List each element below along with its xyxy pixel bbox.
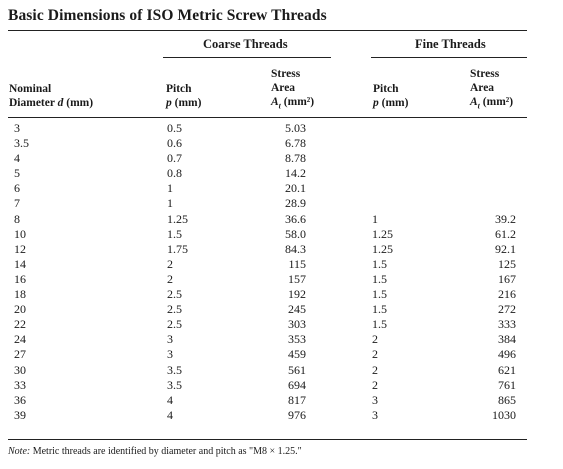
- nominal-diameter-cell: 3.5: [14, 136, 29, 151]
- nominal-diameter-cell: 33: [14, 377, 26, 392]
- nominal-diameter-cell: 10: [14, 226, 26, 241]
- fine-stress-area-cell: 761: [498, 377, 516, 392]
- coarse-pitch-cell: 2: [167, 271, 173, 286]
- coarse-pitch-cell: 1: [167, 196, 173, 211]
- nominal-diameter-cell: 14: [14, 256, 26, 271]
- coarse-pitch-cell: 1.75: [167, 241, 188, 256]
- fine-pitch-cell: 3: [372, 392, 378, 407]
- fine-area-header-line2: Area: [470, 82, 495, 94]
- table-row: [0, 151, 563, 166]
- coarse-pitch-header: [166, 82, 201, 110]
- coarse-pitch-cell: 1.25: [167, 211, 188, 226]
- coarse-stress-area-cell: 8.78: [285, 151, 306, 166]
- fine-area-variable: A: [470, 96, 478, 108]
- nominal-diameter-cell: 16: [14, 271, 26, 286]
- coarse-area-subscript: t: [278, 101, 281, 111]
- table-row: [0, 212, 563, 227]
- nominal-header-unit: (mm): [63, 97, 94, 109]
- thread-dimensions-table: [0, 121, 563, 423]
- nominal-diameter-cell: 6: [14, 181, 20, 196]
- table-row: [0, 347, 563, 362]
- table-row: [0, 136, 563, 151]
- fine-pitch-header: [373, 82, 408, 110]
- fine-threads-heading: Fine Threads: [415, 37, 486, 51]
- fine-stress-area-cell: 621: [498, 362, 516, 377]
- fine-stress-area-cell: 125: [498, 256, 516, 271]
- coarse-area-variable: A: [271, 96, 279, 108]
- coarse-pitch-cell: 4: [167, 392, 173, 407]
- fine-stress-area-cell: 39.2: [495, 211, 516, 226]
- fine-stress-area-cell: 92.1: [495, 241, 516, 256]
- coarse-pitch-unit: (mm): [171, 97, 202, 109]
- fine-pitch-cell: 3: [372, 407, 378, 422]
- nominal-header-prefix: Diameter: [9, 97, 58, 109]
- nominal-header-line2: [9, 96, 93, 110]
- coarse-stress-area-cell: 976: [288, 407, 306, 422]
- nominal-diameter-cell: 30: [14, 362, 26, 377]
- fine-pitch-header-line1: Pitch: [373, 83, 399, 95]
- nominal-diameter-cell: 20: [14, 302, 26, 317]
- table-row: [0, 257, 563, 272]
- nominal-diameter-cell: 5: [14, 166, 20, 181]
- coarse-pitch-cell: 2.5: [167, 287, 182, 302]
- coarse-stress-area-cell: 6.78: [285, 136, 306, 151]
- fine-stress-area-cell: 865: [498, 392, 516, 407]
- coarse-area-unit: (mm²): [280, 96, 315, 108]
- coarse-stress-area-cell: 459: [288, 347, 306, 362]
- table-row: [0, 181, 563, 196]
- nominal-diameter-cell: 7: [14, 196, 20, 211]
- nominal-diameter-cell: 12: [14, 241, 26, 256]
- coarse-stress-area-cell: 84.3: [285, 241, 306, 256]
- fine-pitch-cell: 1.5: [372, 256, 387, 271]
- nominal-diameter-cell: 4: [14, 151, 20, 166]
- fine-stress-area-cell: 333: [498, 317, 516, 332]
- table-row: [0, 378, 563, 393]
- table-row: [0, 166, 563, 181]
- fine-pitch-cell: 1.5: [372, 287, 387, 302]
- coarse-group-rule: [163, 57, 331, 58]
- fine-pitch-cell: 1.25: [372, 226, 393, 241]
- coarse-stress-area-cell: 5.03: [285, 121, 306, 135]
- table-row: [0, 363, 563, 378]
- coarse-area-header-line1: Stress: [271, 68, 301, 80]
- coarse-stress-area-cell: 14.2: [285, 166, 306, 181]
- table-row: [0, 302, 563, 317]
- coarse-area-header-line3: [271, 95, 314, 113]
- fine-group-rule: [371, 57, 527, 58]
- coarse-stress-area-cell: 694: [288, 377, 306, 392]
- top-rule: [8, 30, 527, 31]
- nominal-diameter-cell: 18: [14, 287, 26, 302]
- coarse-pitch-cell: 3: [167, 332, 173, 347]
- nominal-diameter-cell: 27: [14, 347, 26, 362]
- coarse-stress-area-cell: 20.1: [285, 181, 306, 196]
- coarse-stress-area-cell: 157: [288, 271, 306, 286]
- fine-pitch-cell: 1.5: [372, 271, 387, 286]
- coarse-pitch-cell: 1.5: [167, 226, 182, 241]
- fine-pitch-unit: (mm): [378, 97, 409, 109]
- nominal-header-line1: Nominal: [9, 83, 52, 95]
- fine-pitch-variable: p: [373, 97, 379, 109]
- table-row: [0, 287, 563, 302]
- coarse-stress-area-cell: 561: [288, 362, 306, 377]
- coarse-pitch-cell: 2: [167, 256, 173, 271]
- coarse-pitch-cell: 3.5: [167, 362, 182, 377]
- fine-pitch-header-line2: [373, 96, 408, 110]
- fine-stress-area-cell: 216: [498, 287, 516, 302]
- table-row: [0, 393, 563, 408]
- nominal-diameter-header: [9, 82, 93, 110]
- coarse-threads-heading: Coarse Threads: [203, 37, 288, 51]
- coarse-stress-area-cell: 303: [288, 317, 306, 332]
- coarse-pitch-cell: 2.5: [167, 317, 182, 332]
- coarse-pitch-cell: 3: [167, 347, 173, 362]
- fine-pitch-cell: 1.5: [372, 302, 387, 317]
- coarse-pitch-cell: 2.5: [167, 302, 182, 317]
- coarse-stress-area-cell: 192: [288, 287, 306, 302]
- fine-pitch-cell: 1.5: [372, 317, 387, 332]
- nominal-diameter-cell: 24: [14, 332, 26, 347]
- fine-pitch-cell: 2: [372, 347, 378, 362]
- fine-area-subscript: t: [477, 101, 480, 111]
- nominal-diameter-cell: 39: [14, 407, 26, 422]
- nominal-diameter-cell: 8: [14, 211, 20, 226]
- coarse-pitch-header-line1: Pitch: [166, 83, 192, 95]
- table-row: [0, 242, 563, 257]
- fine-area-unit: (mm²): [479, 96, 514, 108]
- fine-stress-area-cell: 61.2: [495, 226, 516, 241]
- nominal-diameter-cell: 22: [14, 317, 26, 332]
- fine-pitch-cell: 2: [372, 362, 378, 377]
- table-row: [0, 317, 563, 332]
- fine-area-header-line3: [470, 95, 513, 113]
- coarse-pitch-cell: 4: [167, 407, 173, 422]
- coarse-stress-area-cell: 28.9: [285, 196, 306, 211]
- coarse-area-header-line2: Area: [271, 82, 296, 94]
- table-row: [0, 332, 563, 347]
- nominal-diameter-cell: 3: [14, 121, 20, 135]
- note-text: Metric threads are identified by diameter and pitch as "M8 × 1.25.": [30, 446, 302, 457]
- coarse-stress-area-cell: 353: [288, 332, 306, 347]
- coarse-pitch-cell: 3.5: [167, 377, 182, 392]
- coarse-stress-area-cell: 245: [288, 302, 306, 317]
- fine-area-header-line1: Stress: [470, 68, 500, 80]
- coarse-pitch-variable: p: [166, 97, 172, 109]
- fine-stress-area-cell: 384: [498, 332, 516, 347]
- note-label: Note:: [8, 446, 31, 457]
- table-row: [0, 408, 563, 423]
- fine-stress-area-cell: 496: [498, 347, 516, 362]
- table-row: [0, 196, 563, 211]
- coarse-pitch-cell: 0.5: [167, 121, 182, 135]
- nominal-diameter-cell: 36: [14, 392, 26, 407]
- table-note: [8, 446, 302, 457]
- table-title: Basic Dimensions of ISO Metric Screw Threads: [8, 7, 327, 24]
- fine-stress-area-cell: 272: [498, 302, 516, 317]
- coarse-pitch-cell: 0.6: [167, 136, 182, 151]
- fine-pitch-cell: 2: [372, 377, 378, 392]
- coarse-pitch-cell: 1: [167, 181, 173, 196]
- fine-stress-area-header: [470, 67, 513, 113]
- fine-stress-area-cell: 1030: [492, 407, 516, 422]
- coarse-stress-area-header: [271, 67, 314, 113]
- fine-pitch-cell: 1: [372, 211, 378, 226]
- table-row: [0, 121, 563, 136]
- fine-stress-area-cell: 167: [498, 271, 516, 286]
- fine-pitch-cell: 2: [372, 332, 378, 347]
- coarse-pitch-cell: 0.8: [167, 166, 182, 181]
- coarse-stress-area-cell: 115: [288, 256, 306, 271]
- bottom-rule: [8, 439, 527, 440]
- table-row: [0, 272, 563, 287]
- nominal-header-variable: d: [57, 97, 64, 109]
- coarse-stress-area-cell: 36.6: [285, 211, 306, 226]
- table-row: [0, 227, 563, 242]
- coarse-stress-area-cell: 817: [288, 392, 306, 407]
- coarse-pitch-cell: 0.7: [167, 151, 182, 166]
- header-rule: [8, 117, 527, 118]
- coarse-pitch-header-line2: [166, 96, 201, 110]
- fine-pitch-cell: 1.25: [372, 241, 393, 256]
- coarse-stress-area-cell: 58.0: [285, 226, 306, 241]
